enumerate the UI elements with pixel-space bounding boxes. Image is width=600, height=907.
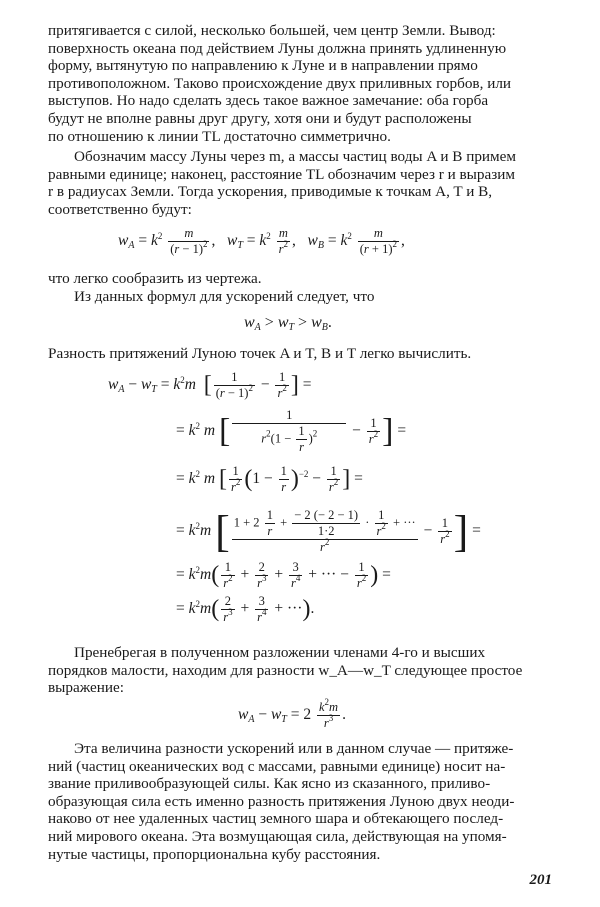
equation-inequality: $w_A > w_T > w_B$. [244,314,332,333]
text-line: форму, вытянутую по направлению к Луне и в направлении прямо [48,57,478,75]
paragraph-3 [48,288,554,306]
derivation-line-5: = $k^2m$( $\frac{1}{r^2}$ + $\frac{2}{r^3}$ + $\frac{3}{r^4}$ + ··· − $\frac{1}{r^2}$ ) = [176,560,391,590]
text-line: Пренебрегая в полученном разложении членами 4-го и высших [74,644,486,661]
text-line: поверхность океана под действием Луны должна принять удлиненную [48,39,507,57]
text-line: Обозначим массу Луны через m, а массы частиц воды A и B примем [74,148,517,165]
text-line: притягивается с силой, несколько большей, чем центр Земли. Вывод: [48,22,496,39]
text-line: выступов. Но надо сделать здесь такое важное замечание: оба горба [48,92,489,110]
text-line: противоположном. Таково происхождение двух приливных горбов, или [48,74,512,92]
text-line: выражение: [48,679,124,697]
paragraph-5 [48,644,554,697]
text-line: ний мирового океана. Эта возмущающая сила, действующая на упомя- [48,827,507,845]
text-line: будут не вполне равны друг другу, хотя они и будут расположены [48,109,472,127]
text-line: ний (частиц океанических вод с массами, равными единице) носит на- [48,757,506,775]
derivation-line-6: = $k^2m$( $\frac{2}{r^3}$ + $\frac{3}{r^4}$ + ···). [176,594,315,624]
text-line: Эта величина разности ускорений или в данном случае — притяже- [74,740,514,757]
text-line: нутые частицы, пропорциональна кубу расстояния. [48,845,381,863]
text-line: r в радиусах Земли. Тогда ускорения, приводимые к точкам A, T и B, [48,183,493,201]
text-line: по отношению к линии TL достаточно симметрично. [48,127,391,145]
text-line: звание приливообразующей силы. Как ясно из сказанного, приливо- [48,775,491,793]
text-line: что легко сообразить из чертежа. [48,270,262,287]
paragraph-2 [48,148,554,218]
text-line: Из данных формул для ускорений следует, что [74,288,375,305]
derivation-line-1: $w_A - w_T = k^2m$ [ $\frac{1}{(r - 1)^2}$ − $\frac{1}{r^2}$ ] = [108,370,312,400]
text-line: соответственно будут: [48,200,192,218]
derivation-line-3: = $k^2$ m [ $\frac{1}{r^2}$ (1 − $\frac{1}{r}$ )$^{-2}$ − $\frac{1}{r^2}$ ] = [176,464,363,494]
text-line: порядков малости, находим для разности w_A—w_T следующее простое [48,661,523,679]
derivation-line-2: = $k^2$ m [ 1 $r^2(1$ − $\frac{1}{r}$ )$^2$ − $\frac{1}{r^2}$ ] = [176,408,407,454]
page-number: 201 [529,872,552,888]
paragraph-6 [48,740,554,863]
equation-accelerations: $w_A = k^2$ $\frac{m}{(r - 1)^2}$ , $w_T = k^2$ $\frac{m}{r^2}$ , $w_B = k^2$ $\frac{m}{(r + 1)^2}$ , [118,226,405,256]
paragraph-4 [48,345,554,363]
paragraph-1 [48,22,554,145]
equation-final: $w_A - w_T = 2$ $\frac{k^2m}{r^3}$ . [238,697,346,730]
text-line: образующая сила есть именно разность притяжения Луною двух неоди- [48,792,515,810]
text-line: равными единице; наконец, расстояние TL обозначим через r и выразим [48,165,515,183]
text-line: Разность притяжений Луною точек A и T, B и T легко вычислить. [48,345,472,362]
derivation-line-4: = $k^2m$ [ 1 + 2 $\frac{1}{r}$ + $\frac{- 2 (- 2 - 1)}{1\cdot 2}$ · $\frac{1}{r^2}$ + ··· $r^2$ − $\frac{1}{r^2}$ ] = [176,507,481,556]
text-after-equation [48,270,554,288]
text-line: наково от нее удаленных частиц земного шара и обтекающего послед- [48,810,504,828]
